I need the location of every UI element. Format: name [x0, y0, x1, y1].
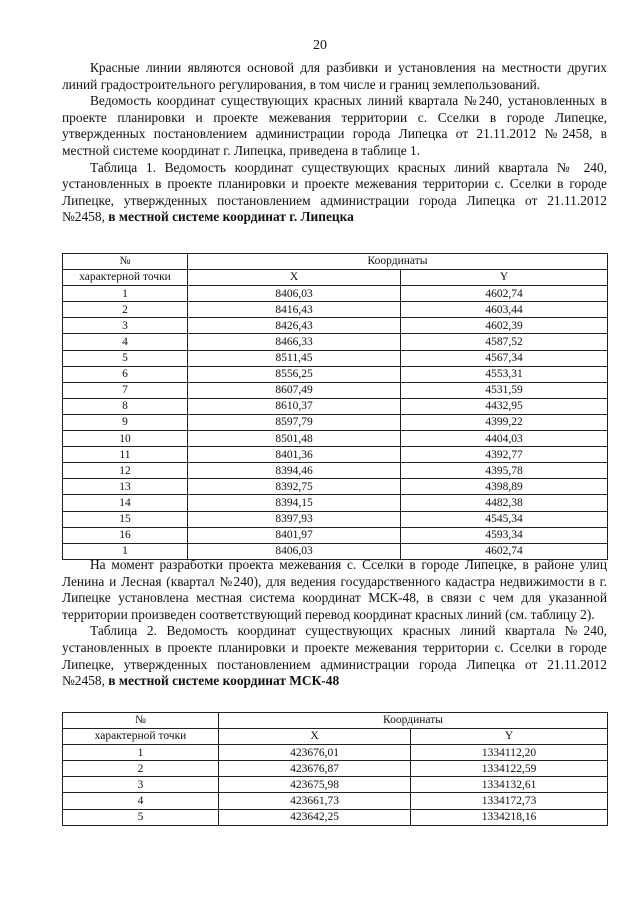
x-coordinate-cell: 423661,73 [219, 793, 411, 809]
table-row [63, 414, 608, 430]
header-y: Y [401, 270, 608, 286]
intro-section [62, 60, 607, 226]
header-no: № [63, 713, 219, 729]
table2-body [63, 713, 608, 826]
x-coordinate-cell: 8426,43 [188, 318, 401, 334]
table2-caption [62, 623, 607, 689]
table-row [63, 334, 608, 350]
table1-caption [62, 160, 607, 226]
header-point: характерной точки [63, 729, 219, 745]
coordinates-table-2 [62, 712, 608, 826]
y-coordinate-cell: 4587,52 [401, 334, 608, 350]
y-coordinate-cell: 4602,74 [401, 543, 608, 559]
table-row [63, 777, 608, 793]
y-coordinate-cell: 4567,34 [401, 350, 608, 366]
header-x: X [219, 729, 411, 745]
table-row [63, 398, 608, 414]
y-coordinate-cell: 4482,38 [401, 495, 608, 511]
point-number-cell: 15 [63, 511, 188, 527]
point-number-cell: 16 [63, 527, 188, 543]
table1-caption-bold: в местной системе координат г. Липецка [108, 209, 354, 225]
point-number-cell: 6 [63, 366, 188, 382]
paragraph-statement: Ведомость координат существующих красных линий квартала №240, установленных в проекте планировки и проекте межевания территории с. Сселки в городе Липецке, утвержденных постановлением администрации города Липецка от 21.11.2012 №2458, в местной системе координат г. Липецка, приведена в таблице 1. [62, 93, 607, 158]
table-header-row [63, 254, 608, 270]
table-row [63, 431, 608, 447]
y-coordinate-cell: 4432,95 [401, 398, 608, 414]
y-coordinate-cell: 4392,77 [401, 447, 608, 463]
y-coordinate-cell: 4603,44 [401, 302, 608, 318]
header-y: Y [411, 729, 608, 745]
x-coordinate-cell: 423676,01 [219, 745, 411, 761]
header-coordinates: Координаты [188, 254, 608, 270]
y-coordinate-cell: 1334112,20 [411, 745, 608, 761]
y-coordinate-cell: 1334218,16 [411, 809, 608, 825]
point-number-cell: 4 [63, 334, 188, 350]
table-row [63, 809, 608, 825]
x-coordinate-cell: 8501,48 [188, 431, 401, 447]
x-coordinate-cell: 8394,46 [188, 463, 401, 479]
table-row [63, 479, 608, 495]
x-coordinate-cell: 8610,37 [188, 398, 401, 414]
y-coordinate-cell: 4531,59 [401, 382, 608, 398]
point-number-cell: 12 [63, 463, 188, 479]
point-number-cell: 9 [63, 414, 188, 430]
page-number: 20 [313, 38, 327, 53]
x-coordinate-cell: 8511,45 [188, 350, 401, 366]
y-coordinate-cell: 4395,78 [401, 463, 608, 479]
x-coordinate-cell: 8397,93 [188, 511, 401, 527]
x-coordinate-cell: 8556,25 [188, 366, 401, 382]
y-coordinate-cell: 4602,39 [401, 318, 608, 334]
x-coordinate-cell: 8406,03 [188, 543, 401, 559]
point-number-cell: 3 [63, 318, 188, 334]
y-coordinate-cell: 1334132,61 [411, 777, 608, 793]
table2-caption-text: Таблица 2. Ведомость координат существующих красных линий квартала №240, установленных в проекте планировки и проекте межевания территории с. Сселки в городе Липецке, утвержденных постановлением администрации города Липецка от 21.11.2012 №2458, [62, 623, 607, 689]
x-coordinate-cell: 423676,87 [219, 761, 411, 777]
table1-caption-text: Таблица 1. Ведомость координат существующих красных линий квартала № 240, установленных в проекте планировки и проекте межевания территории с. Сселки в городе Липецке, утвержденных постановлением администрации города Липецка от 21.11.2012 №2458, [62, 159, 607, 225]
point-number-cell: 3 [63, 777, 219, 793]
table-row [63, 286, 608, 302]
table-row [63, 495, 608, 511]
point-number-cell: 7 [63, 382, 188, 398]
point-number-cell: 8 [63, 398, 188, 414]
x-coordinate-cell: 8597,79 [188, 414, 401, 430]
table-row [63, 350, 608, 366]
x-coordinate-cell: 8394,15 [188, 495, 401, 511]
x-coordinate-cell: 8401,97 [188, 527, 401, 543]
table2-caption-bold: в местной системе координат МСК-48 [108, 673, 340, 689]
table-row [63, 302, 608, 318]
x-coordinate-cell: 423675,98 [219, 777, 411, 793]
table-header-row [63, 270, 608, 286]
point-number-cell: 5 [63, 809, 219, 825]
table-header-row [63, 713, 608, 729]
table-row [63, 318, 608, 334]
point-number-cell: 11 [63, 447, 188, 463]
y-coordinate-cell: 4545,34 [401, 511, 608, 527]
table-row [63, 745, 608, 761]
point-number-cell: 1 [63, 745, 219, 761]
point-number-cell: 1 [63, 543, 188, 559]
table-row [63, 761, 608, 777]
x-coordinate-cell: 8401,36 [188, 447, 401, 463]
x-coordinate-cell: 8607,49 [188, 382, 401, 398]
table-row [63, 366, 608, 382]
x-coordinate-cell: 423642,25 [219, 809, 411, 825]
x-coordinate-cell: 8466,33 [188, 334, 401, 350]
paragraph-red-lines: Красные линии являются основой для разбивки и установления на местности других линий градостроительного регулирования, в том числе и границ землепользований. [62, 60, 607, 92]
point-number-cell: 5 [63, 350, 188, 366]
paragraph-msk48: На момент разработки проекта межевания с. Сселки в городе Липецке, в районе улиц Ленина и Лесная (квартал №240), для ведения государственного кадастра недвижимости в г. Липецке установлена местная система координат МСК-48, в связи с чем для указанной территории произведен соответствующий перевод координат красных линий (см. таблицу 2). [62, 557, 607, 622]
point-number-cell: 13 [63, 479, 188, 495]
table-row [63, 382, 608, 398]
x-coordinate-cell: 8416,43 [188, 302, 401, 318]
table1-body [63, 254, 608, 560]
table-header-row [63, 729, 608, 745]
y-coordinate-cell: 4398,89 [401, 479, 608, 495]
point-number-cell: 2 [63, 302, 188, 318]
table-row [63, 511, 608, 527]
point-number-cell: 2 [63, 761, 219, 777]
y-coordinate-cell: 1334172,73 [411, 793, 608, 809]
table-row [63, 793, 608, 809]
y-coordinate-cell: 4404,03 [401, 431, 608, 447]
coordinates-table-1 [62, 253, 608, 560]
point-number-cell: 14 [63, 495, 188, 511]
point-number-cell: 4 [63, 793, 219, 809]
table-row [63, 447, 608, 463]
header-coordinates: Координаты [219, 713, 608, 729]
header-x: X [188, 270, 401, 286]
x-coordinate-cell: 8406,03 [188, 286, 401, 302]
table-row [63, 527, 608, 543]
y-coordinate-cell: 4399,22 [401, 414, 608, 430]
y-coordinate-cell: 1334122,59 [411, 761, 608, 777]
y-coordinate-cell: 4593,34 [401, 527, 608, 543]
y-coordinate-cell: 4602,74 [401, 286, 608, 302]
y-coordinate-cell: 4553,31 [401, 366, 608, 382]
header-no: № [63, 254, 188, 270]
point-number-cell: 10 [63, 431, 188, 447]
point-number-cell: 1 [63, 286, 188, 302]
header-point: характерной точки [63, 270, 188, 286]
msk48-section [62, 557, 607, 690]
x-coordinate-cell: 8392,75 [188, 479, 401, 495]
table-row [63, 463, 608, 479]
